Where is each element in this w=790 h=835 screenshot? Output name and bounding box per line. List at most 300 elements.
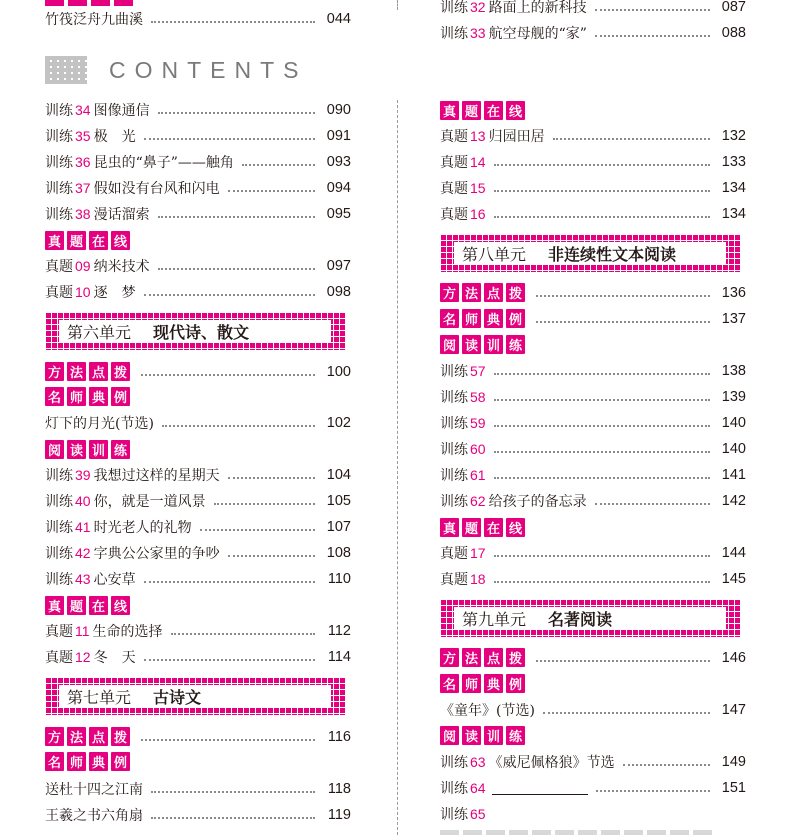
dot-leader xyxy=(536,321,710,323)
toc-entry[interactable] xyxy=(45,152,351,172)
entry-prefix: 训练 xyxy=(45,154,73,170)
entry-page: 139 xyxy=(721,389,746,405)
entry-page: 108 xyxy=(326,545,351,561)
entry-title: 假如没有台风和闪电 xyxy=(93,181,220,197)
unit-label xyxy=(59,320,331,342)
entry-title: 漫话溜索 xyxy=(93,207,150,223)
unit-number: 第九单元 xyxy=(462,609,527,629)
unit-title: 非连续性文本阅读 xyxy=(548,244,677,264)
dot-leader xyxy=(494,451,710,453)
unit-number: 第八单元 xyxy=(462,244,527,264)
entry-number: 65 xyxy=(470,806,486,822)
tag-char: 练 xyxy=(506,335,525,354)
toc-entry[interactable] xyxy=(45,621,351,641)
entry-number: 61 xyxy=(470,467,486,483)
entry-title: 冬 天 xyxy=(93,650,136,666)
toc-entry[interactable] xyxy=(440,178,746,198)
dot-leader xyxy=(228,555,315,557)
entry-page: 136 xyxy=(721,285,746,301)
tag-char: 拨 xyxy=(506,648,525,667)
dot-leader xyxy=(536,295,710,297)
entry-prefix: 真题 xyxy=(45,284,73,300)
dot-leader xyxy=(494,216,710,218)
tag-yuedu xyxy=(440,726,525,745)
tag-char: 阅 xyxy=(440,335,459,354)
toc-entry[interactable] xyxy=(45,491,351,511)
entry-title: 航空母舰的“家” xyxy=(488,26,587,42)
toc-entry[interactable] xyxy=(440,465,746,485)
entry-page: 102 xyxy=(326,415,351,431)
tag-char: 名 xyxy=(45,387,64,406)
entry-page: 132 xyxy=(721,128,746,144)
entry-prefix: 训练 xyxy=(45,571,73,587)
unit-banner xyxy=(45,677,345,715)
tag-char: 名 xyxy=(440,309,459,328)
tag-char: 名 xyxy=(45,752,64,771)
toc-entry[interactable] xyxy=(45,9,351,29)
entry-page: 144 xyxy=(721,545,746,561)
tag-mingshi xyxy=(45,387,130,406)
entry-title: 灯下的月光(节选) xyxy=(45,416,154,432)
top-decor-bar xyxy=(45,0,135,6)
entry-page: 088 xyxy=(721,25,746,41)
tag-char: 读 xyxy=(462,726,481,745)
tag-yuedu xyxy=(440,335,525,354)
entry-number: 42 xyxy=(75,545,91,561)
unit-banner xyxy=(440,599,740,637)
entry-number: 41 xyxy=(75,519,91,535)
tag-char: 典 xyxy=(89,752,108,771)
tag-char: 点 xyxy=(89,727,108,746)
entry-prefix: 训练 xyxy=(440,415,468,431)
entry-page: 151 xyxy=(721,780,746,796)
entry-prefix: 真题 xyxy=(45,623,73,639)
fangfa-page-row[interactable] xyxy=(45,727,351,747)
entry-page: 107 xyxy=(326,519,351,535)
entry-prefix: 训练 xyxy=(45,206,73,222)
dot-leader xyxy=(228,477,315,479)
dot-leader xyxy=(536,660,710,662)
dot-leader xyxy=(158,216,315,218)
entry-prefix: 训练 xyxy=(45,102,73,118)
dot-leader xyxy=(494,164,710,166)
entry-number: 57 xyxy=(470,363,486,379)
dot-leader xyxy=(141,374,315,376)
entry-number: 60 xyxy=(470,441,486,457)
tag-zhenti xyxy=(45,231,130,250)
tag-zhenti xyxy=(45,596,130,615)
entry-title: 昆虫的“鼻子”——触角 xyxy=(93,155,234,171)
dot-leader xyxy=(158,112,315,114)
tag-char: 题 xyxy=(462,101,481,120)
toc-entry[interactable] xyxy=(440,439,746,459)
dot-leader xyxy=(494,373,710,375)
tag-char: 在 xyxy=(89,231,108,250)
tag-char: 法 xyxy=(67,362,86,381)
entry-page: 146 xyxy=(721,650,746,666)
entry-number: 15 xyxy=(470,180,486,196)
toc-entry[interactable] xyxy=(45,204,351,224)
toc-entry[interactable] xyxy=(45,413,351,433)
dot-leader xyxy=(494,477,710,479)
entry-prefix: 真题 xyxy=(45,649,73,665)
toc-entry[interactable] xyxy=(440,204,746,224)
unit-number: 第六单元 xyxy=(67,322,132,342)
dot-leader xyxy=(494,190,710,192)
grid-icon xyxy=(45,56,87,84)
tag-zhenti xyxy=(440,518,525,537)
entry-title: 生命的选择 xyxy=(92,624,163,640)
toc-entry[interactable] xyxy=(45,100,351,120)
dot-leader xyxy=(494,399,710,401)
tag-char: 师 xyxy=(462,674,481,693)
entry-prefix: 真题 xyxy=(440,571,468,587)
tag-char: 在 xyxy=(484,518,503,537)
bottom-decor-bar xyxy=(440,830,730,835)
entry-number: 17 xyxy=(470,545,486,561)
tag-char: 题 xyxy=(67,231,86,250)
entry-number: 11 xyxy=(75,623,90,639)
entry-number: 43 xyxy=(75,571,91,587)
toc-entry[interactable] xyxy=(45,282,351,302)
toc-entry[interactable] xyxy=(440,413,746,433)
entry-prefix: 训练 xyxy=(440,806,468,822)
entry-title: 《威尼佩格狼》节选 xyxy=(488,755,615,771)
entry-number: 14 xyxy=(470,154,486,170)
toc-entry[interactable] xyxy=(45,465,351,485)
entry-prefix: 训练 xyxy=(440,780,468,796)
entry-title: 时光老人的礼物 xyxy=(93,520,192,536)
entry-prefix: 训练 xyxy=(440,493,468,509)
entry-title: 路面上的新科技 xyxy=(488,0,587,16)
tag-char: 方 xyxy=(440,648,459,667)
entry-number: 09 xyxy=(75,258,91,274)
entry-number: 33 xyxy=(470,25,486,41)
entry-title: 我想过这样的星期天 xyxy=(93,468,220,484)
toc-entry[interactable] xyxy=(440,126,746,146)
entry-page: 118 xyxy=(327,781,351,797)
entry-page: 134 xyxy=(721,206,746,222)
tag-mingshi xyxy=(440,674,525,693)
unit-banner xyxy=(45,312,345,350)
entry-number: 35 xyxy=(75,128,91,144)
dot-leader xyxy=(494,555,710,557)
column-divider xyxy=(397,100,398,835)
entry-page: 114 xyxy=(327,649,351,665)
toc-entry[interactable] xyxy=(440,387,746,407)
unit-label xyxy=(454,607,726,629)
entry-number: 32 xyxy=(470,0,486,15)
entry-number: 63 xyxy=(470,754,486,770)
entry-prefix: 训练 xyxy=(440,25,468,41)
entry-prefix: 训练 xyxy=(440,363,468,379)
tag-char: 在 xyxy=(484,101,503,120)
contents-label: CONTENTS xyxy=(109,56,308,83)
entry-page: 090 xyxy=(326,102,351,118)
entry-number: 10 xyxy=(75,284,91,300)
tag-char: 题 xyxy=(462,518,481,537)
entry-blank-line xyxy=(492,782,588,795)
entry-prefix: 真题 xyxy=(440,545,468,561)
tag-char: 典 xyxy=(89,387,108,406)
fangfa-page-row[interactable] xyxy=(440,648,746,668)
tag-char: 例 xyxy=(111,752,130,771)
dot-leader xyxy=(553,138,710,140)
entry-number: 62 xyxy=(470,493,486,509)
entry-title: 字典公公家里的争吵 xyxy=(93,546,220,562)
tag-char: 真 xyxy=(45,231,64,250)
unit-number: 第七单元 xyxy=(67,687,132,707)
tag-char: 真 xyxy=(440,101,459,120)
tag-char: 点 xyxy=(484,283,503,302)
entry-page: 104 xyxy=(326,467,351,483)
dot-leader xyxy=(171,633,315,635)
column-divider-top xyxy=(397,0,398,10)
tag-char: 训 xyxy=(484,726,503,745)
dot-leader xyxy=(242,164,315,166)
entry-number: 16 xyxy=(470,206,486,222)
entry-prefix: 训练 xyxy=(440,754,468,770)
toc-entry[interactable] xyxy=(45,543,351,563)
dot-leader xyxy=(151,791,315,793)
dot-leader xyxy=(494,581,710,583)
entry-title: 心安草 xyxy=(93,572,136,588)
tag-char: 读 xyxy=(462,335,481,354)
tag-char: 师 xyxy=(462,309,481,328)
tag-char: 题 xyxy=(67,596,86,615)
entry-title: 逐 梦 xyxy=(93,285,136,301)
toc-entry[interactable] xyxy=(440,700,746,720)
tag-char: 拨 xyxy=(506,283,525,302)
entry-page: 091 xyxy=(326,128,351,144)
mingshi-page-row[interactable] xyxy=(440,309,746,329)
tag-char: 例 xyxy=(111,387,130,406)
tag-mingshi xyxy=(45,752,130,771)
unit-banner xyxy=(440,234,740,272)
toc-entry[interactable] xyxy=(45,256,351,276)
tag-char: 线 xyxy=(111,596,130,615)
entry-prefix: 真题 xyxy=(45,258,73,274)
tag-char: 法 xyxy=(462,283,481,302)
entry-title: 送杜十四之江南 xyxy=(45,782,143,798)
tag-char: 法 xyxy=(462,648,481,667)
entry-title: 你，就是一道风景 xyxy=(93,494,206,510)
dot-leader xyxy=(595,503,710,505)
entry-page: 147 xyxy=(721,702,746,718)
entry-prefix: 真题 xyxy=(440,206,468,222)
fangfa-page-row[interactable] xyxy=(440,283,746,303)
tag-char: 典 xyxy=(484,674,503,693)
tag-char: 训 xyxy=(484,335,503,354)
entry-page: 119 xyxy=(327,807,351,823)
entry-page: 097 xyxy=(326,258,351,274)
entry-number: 38 xyxy=(75,206,91,222)
toc-entry[interactable] xyxy=(45,779,351,799)
entry-prefix: 真题 xyxy=(440,128,468,144)
entry-page: 134 xyxy=(721,180,746,196)
toc-entry[interactable] xyxy=(440,152,746,172)
tag-char: 阅 xyxy=(440,726,459,745)
entry-page: 044 xyxy=(326,11,351,27)
toc-entry[interactable] xyxy=(45,805,351,825)
unit-label xyxy=(59,685,331,707)
dot-leader xyxy=(494,425,710,427)
entry-page: 105 xyxy=(326,493,351,509)
entry-page: 140 xyxy=(721,441,746,457)
entry-page: 098 xyxy=(326,284,351,300)
tag-char: 点 xyxy=(484,648,503,667)
toc-entry[interactable] xyxy=(440,361,746,381)
fangfa-page-row[interactable] xyxy=(45,362,351,382)
toc-entry[interactable] xyxy=(440,491,746,511)
tag-char: 真 xyxy=(45,596,64,615)
tag-char: 练 xyxy=(506,726,525,745)
dot-leader xyxy=(151,817,315,819)
tag-char: 在 xyxy=(89,596,108,615)
tag-char: 线 xyxy=(111,231,130,250)
toc-entry[interactable] xyxy=(440,23,746,43)
contents-header xyxy=(45,52,308,88)
dot-leader xyxy=(623,764,710,766)
entry-page: 149 xyxy=(721,754,746,770)
entry-prefix: 训练 xyxy=(45,467,73,483)
toc-entry[interactable] xyxy=(45,517,351,537)
tag-char: 例 xyxy=(506,309,525,328)
entry-page: 112 xyxy=(327,623,351,639)
entry-prefix: 训练 xyxy=(440,389,468,405)
entry-page: 145 xyxy=(721,571,746,587)
tag-char: 名 xyxy=(440,674,459,693)
entry-page: 142 xyxy=(721,493,746,509)
entry-page: 116 xyxy=(327,729,351,745)
entry-prefix: 训练 xyxy=(45,519,73,535)
dot-leader xyxy=(595,9,710,11)
toc-entry[interactable] xyxy=(45,178,351,198)
tag-yuedu xyxy=(45,440,130,459)
tag-zhenti xyxy=(440,101,525,120)
tag-char: 典 xyxy=(484,309,503,328)
tag-char: 法 xyxy=(67,727,86,746)
entry-number: 37 xyxy=(75,180,91,196)
entry-number: 13 xyxy=(470,128,486,144)
entry-title: 纳米技术 xyxy=(93,259,150,275)
dot-leader xyxy=(144,294,315,296)
entry-prefix: 训练 xyxy=(45,493,73,509)
entry-number: 12 xyxy=(75,649,91,665)
entry-prefix: 训练 xyxy=(45,180,73,196)
entry-prefix: 真题 xyxy=(440,154,468,170)
entry-page: 100 xyxy=(326,364,351,380)
toc-entry[interactable] xyxy=(440,569,746,589)
tag-char: 练 xyxy=(111,440,130,459)
entry-page: 087 xyxy=(721,0,746,15)
entry-number: 34 xyxy=(75,102,91,118)
tag-char: 师 xyxy=(67,752,86,771)
dot-leader xyxy=(158,268,315,270)
tag-char: 拨 xyxy=(111,727,130,746)
entry-number: 36 xyxy=(75,154,91,170)
unit-label xyxy=(454,242,726,264)
dot-leader xyxy=(596,790,710,792)
entry-prefix: 训练 xyxy=(45,128,73,144)
entry-prefix: 训练 xyxy=(45,545,73,561)
entry-page: 110 xyxy=(327,571,351,587)
tag-char: 例 xyxy=(506,674,525,693)
entry-prefix: 训练 xyxy=(440,467,468,483)
tag-char: 训 xyxy=(89,440,108,459)
dot-leader xyxy=(200,529,315,531)
entry-title: 归园田居 xyxy=(488,129,545,145)
unit-title: 现代诗、散文 xyxy=(153,322,250,342)
dot-leader xyxy=(144,138,315,140)
toc-entry[interactable] xyxy=(440,778,746,798)
tag-char: 阅 xyxy=(45,440,64,459)
tag-char: 方 xyxy=(440,283,459,302)
entry-title: 图像通信 xyxy=(93,103,150,119)
dot-leader xyxy=(144,659,315,661)
dot-leader xyxy=(144,581,315,583)
entry-prefix: 训练 xyxy=(440,0,468,15)
entry-page: 093 xyxy=(326,154,351,170)
dot-leader xyxy=(214,503,315,505)
dot-leader xyxy=(595,35,710,37)
tag-char: 师 xyxy=(67,387,86,406)
entry-title: 极 光 xyxy=(93,129,136,145)
dot-leader xyxy=(151,21,315,23)
entry-number: 64 xyxy=(470,780,486,796)
entry-title: 《童年》(节选) xyxy=(440,703,535,719)
tag-char: 方 xyxy=(45,362,64,381)
entry-page: 138 xyxy=(721,363,746,379)
entry-number: 18 xyxy=(470,571,486,587)
entry-page: 094 xyxy=(326,180,351,196)
toc-entry[interactable] xyxy=(440,752,746,772)
entry-title: 给孩子的备忘录 xyxy=(488,494,587,510)
entry-page: 141 xyxy=(721,467,746,483)
entry-page: 095 xyxy=(326,206,351,222)
entry-page: 133 xyxy=(721,154,746,170)
toc-entry[interactable] xyxy=(440,543,746,563)
toc-entry[interactable] xyxy=(440,804,746,824)
tag-char: 方 xyxy=(45,727,64,746)
toc-entry[interactable] xyxy=(45,569,351,589)
entry-number: 39 xyxy=(75,467,91,483)
tag-char: 拨 xyxy=(111,362,130,381)
dot-leader xyxy=(543,712,710,714)
entry-page: 137 xyxy=(721,311,746,327)
dot-leader xyxy=(162,425,315,427)
entry-number: 40 xyxy=(75,493,91,509)
tag-char: 点 xyxy=(89,362,108,381)
tag-char: 线 xyxy=(506,101,525,120)
dot-leader xyxy=(228,190,315,192)
entry-page: 140 xyxy=(721,415,746,431)
entry-number: 58 xyxy=(470,389,486,405)
tag-char: 真 xyxy=(440,518,459,537)
tag-char: 读 xyxy=(67,440,86,459)
entry-number: 59 xyxy=(470,415,486,431)
unit-title: 古诗文 xyxy=(153,687,202,707)
dot-leader xyxy=(141,739,315,741)
entry-prefix: 训练 xyxy=(440,441,468,457)
entry-prefix: 真题 xyxy=(440,180,468,196)
toc-entry[interactable] xyxy=(45,126,351,146)
entry-title: 王羲之书六角扇 xyxy=(45,808,143,824)
toc-entry[interactable] xyxy=(440,0,746,17)
toc-entry[interactable] xyxy=(45,647,351,667)
tag-char: 线 xyxy=(506,518,525,537)
unit-title: 名著阅读 xyxy=(548,609,613,629)
